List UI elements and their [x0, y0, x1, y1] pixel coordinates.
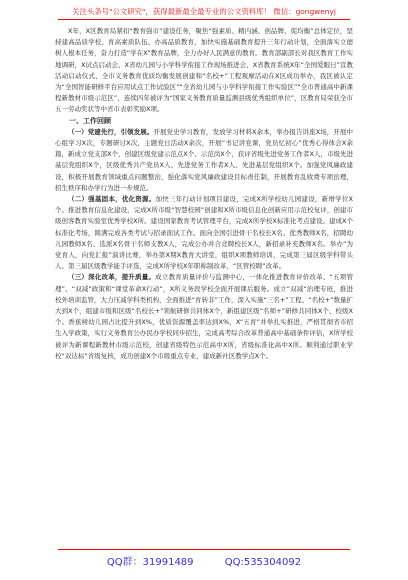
section-lead-2: （二）强基固本，优化资源。	[68, 195, 156, 204]
section-paragraph-1	[55, 127, 353, 194]
document-body	[55, 26, 353, 362]
header-banner: 关注头条号"公文研究"，获得最新最全最专业的公文资料库！ 微信：gongwenyj	[72, 7, 336, 16]
footer-qq: QQ:535304092	[224, 557, 302, 568]
section-text-3: 成立教育质量评价与监测中心，一体化推进教育评价改革、“五项管理”、“双减”政策和“课堂革命X行动”，X所义务段学校全面开展课后服务。成立“双减”治理专班，推进校外培训监管，大力压减学科类机构，全面推进“育转非”工作，深入实施“三名+”工程、“名校+”数量扩大到X个，组建市级和区级“名校长+”领航研修共同体X个，新组建区级“名师+”研修共同体X个、校级X个。香蕉树幼儿园占比提升到X%，优质资源覆盖率达到X%，X“五育”并举扎实推进，严格贯彻省市招生入学政策，实行义务教育公办民办学校同步招生，完成高考综合改革普通高中基础条件评估，X所学校被评为新课程新教材市级示范校，创建省级特色示范高中X所，省级标准化高中X所。顺利通过职业学校“双达标”省级复核，成功创建X个市级重点专业，建成新社区教学点X个。	[55, 273, 353, 360]
footer	[0, 553, 408, 568]
header-divider	[58, 19, 350, 20]
section-lead-1: （一）党建先行，引领发展。	[68, 127, 154, 136]
section-text-1: 开展党史学习教育，发放学习材料X余本，举办报告讲座X场，开展中心组学习X次，专题研讨X次，主题党日活动X余次，开展“书记讲党课，党员忆初心”优秀心得体会X余篇，新成立党支部X个，创建区级党建示范点X个、示范岗X个，获评省级先进党务工作者X人，市级先进基层党组织X个，区级优秀共产党员X人、先进党务工作者X人、先进基层党组织X个。加强党风廉政建设，积极开展教育领域重点问题整治，强化落实党风廉政建设目标责任制，开展教育乱收费专项治理，招生秩序和办学行为进一步规范。	[55, 127, 354, 192]
section-paragraph-3	[55, 272, 353, 362]
section-lead-3: （三）深化改革，提升质量。	[68, 273, 156, 282]
section-paragraph-2	[55, 194, 353, 272]
intro-paragraph: X年，X区教育局紧扣“教育强市”建设任务，聚焦“强素质、精内涵、创品牌、促均衡”总体定位，坚持建高品质学校、育高素质队伍、办高品质教育，加快实施基础教育提升三年行动计划，全面落实立德树人根本任务，奋力打造“学在X”教育品牌，全力办好人民满意的教育。教育部副部长对我区教育工作实地调研，X试点启动会、X省幼儿园与小学科学衔接工作现场推进会、X省教育系统X年“全国爱眼日”宣教活动启动仪式、全市义务教育优质均衡发展创建和“名校+”工程观摩活动在X区成功举办，我区被认定为“全国智能研修平台应用试点工作试验区”“全省幼儿园与小学科学衔接工作实验区”“全市普通高中新课程新教材市级示范区”，连续四年被评为“国家义务教育质量监测县级优秀组织单位”，区教育局荣获全市五一劳动奖状等中省市表彰奖励X项。	[55, 27, 353, 114]
footer-qq-group: QQ群：31991489	[106, 557, 194, 568]
footer-divider	[58, 549, 350, 550]
section-text-2: 加快三年行动计划项目建设，完成X所学校幼儿园建设，新增学位X个。推进教育信息化建设，完成X所市级“智慧校园”创建和X所市级信息化创新应用示范校复评，创建市级创客教育实验室优秀学校X所。建设国家教育考试管理平台，完成X所学校X标准化考点建设。建成X个标准化考场，圆满完成各类考试与招录面试工作。面向全国引进骨干名校长X名、优秀教师X名，招聘幼儿园教师X名、选派X名骨干名师支教X人，完成公办并合竞聘校长X人，新招录补充教师X名。举办“为党育人，向党汇报”演讲比赛，举办第X期X教育大讲堂，组织X项教师培训，完成第三届区级学科带头人、第三届区级教学能手评选，完成X所学校X年职称制改革、“区管校聘”改革。	[55, 195, 354, 271]
section-heading: 一、工作回顾	[69, 116, 111, 125]
